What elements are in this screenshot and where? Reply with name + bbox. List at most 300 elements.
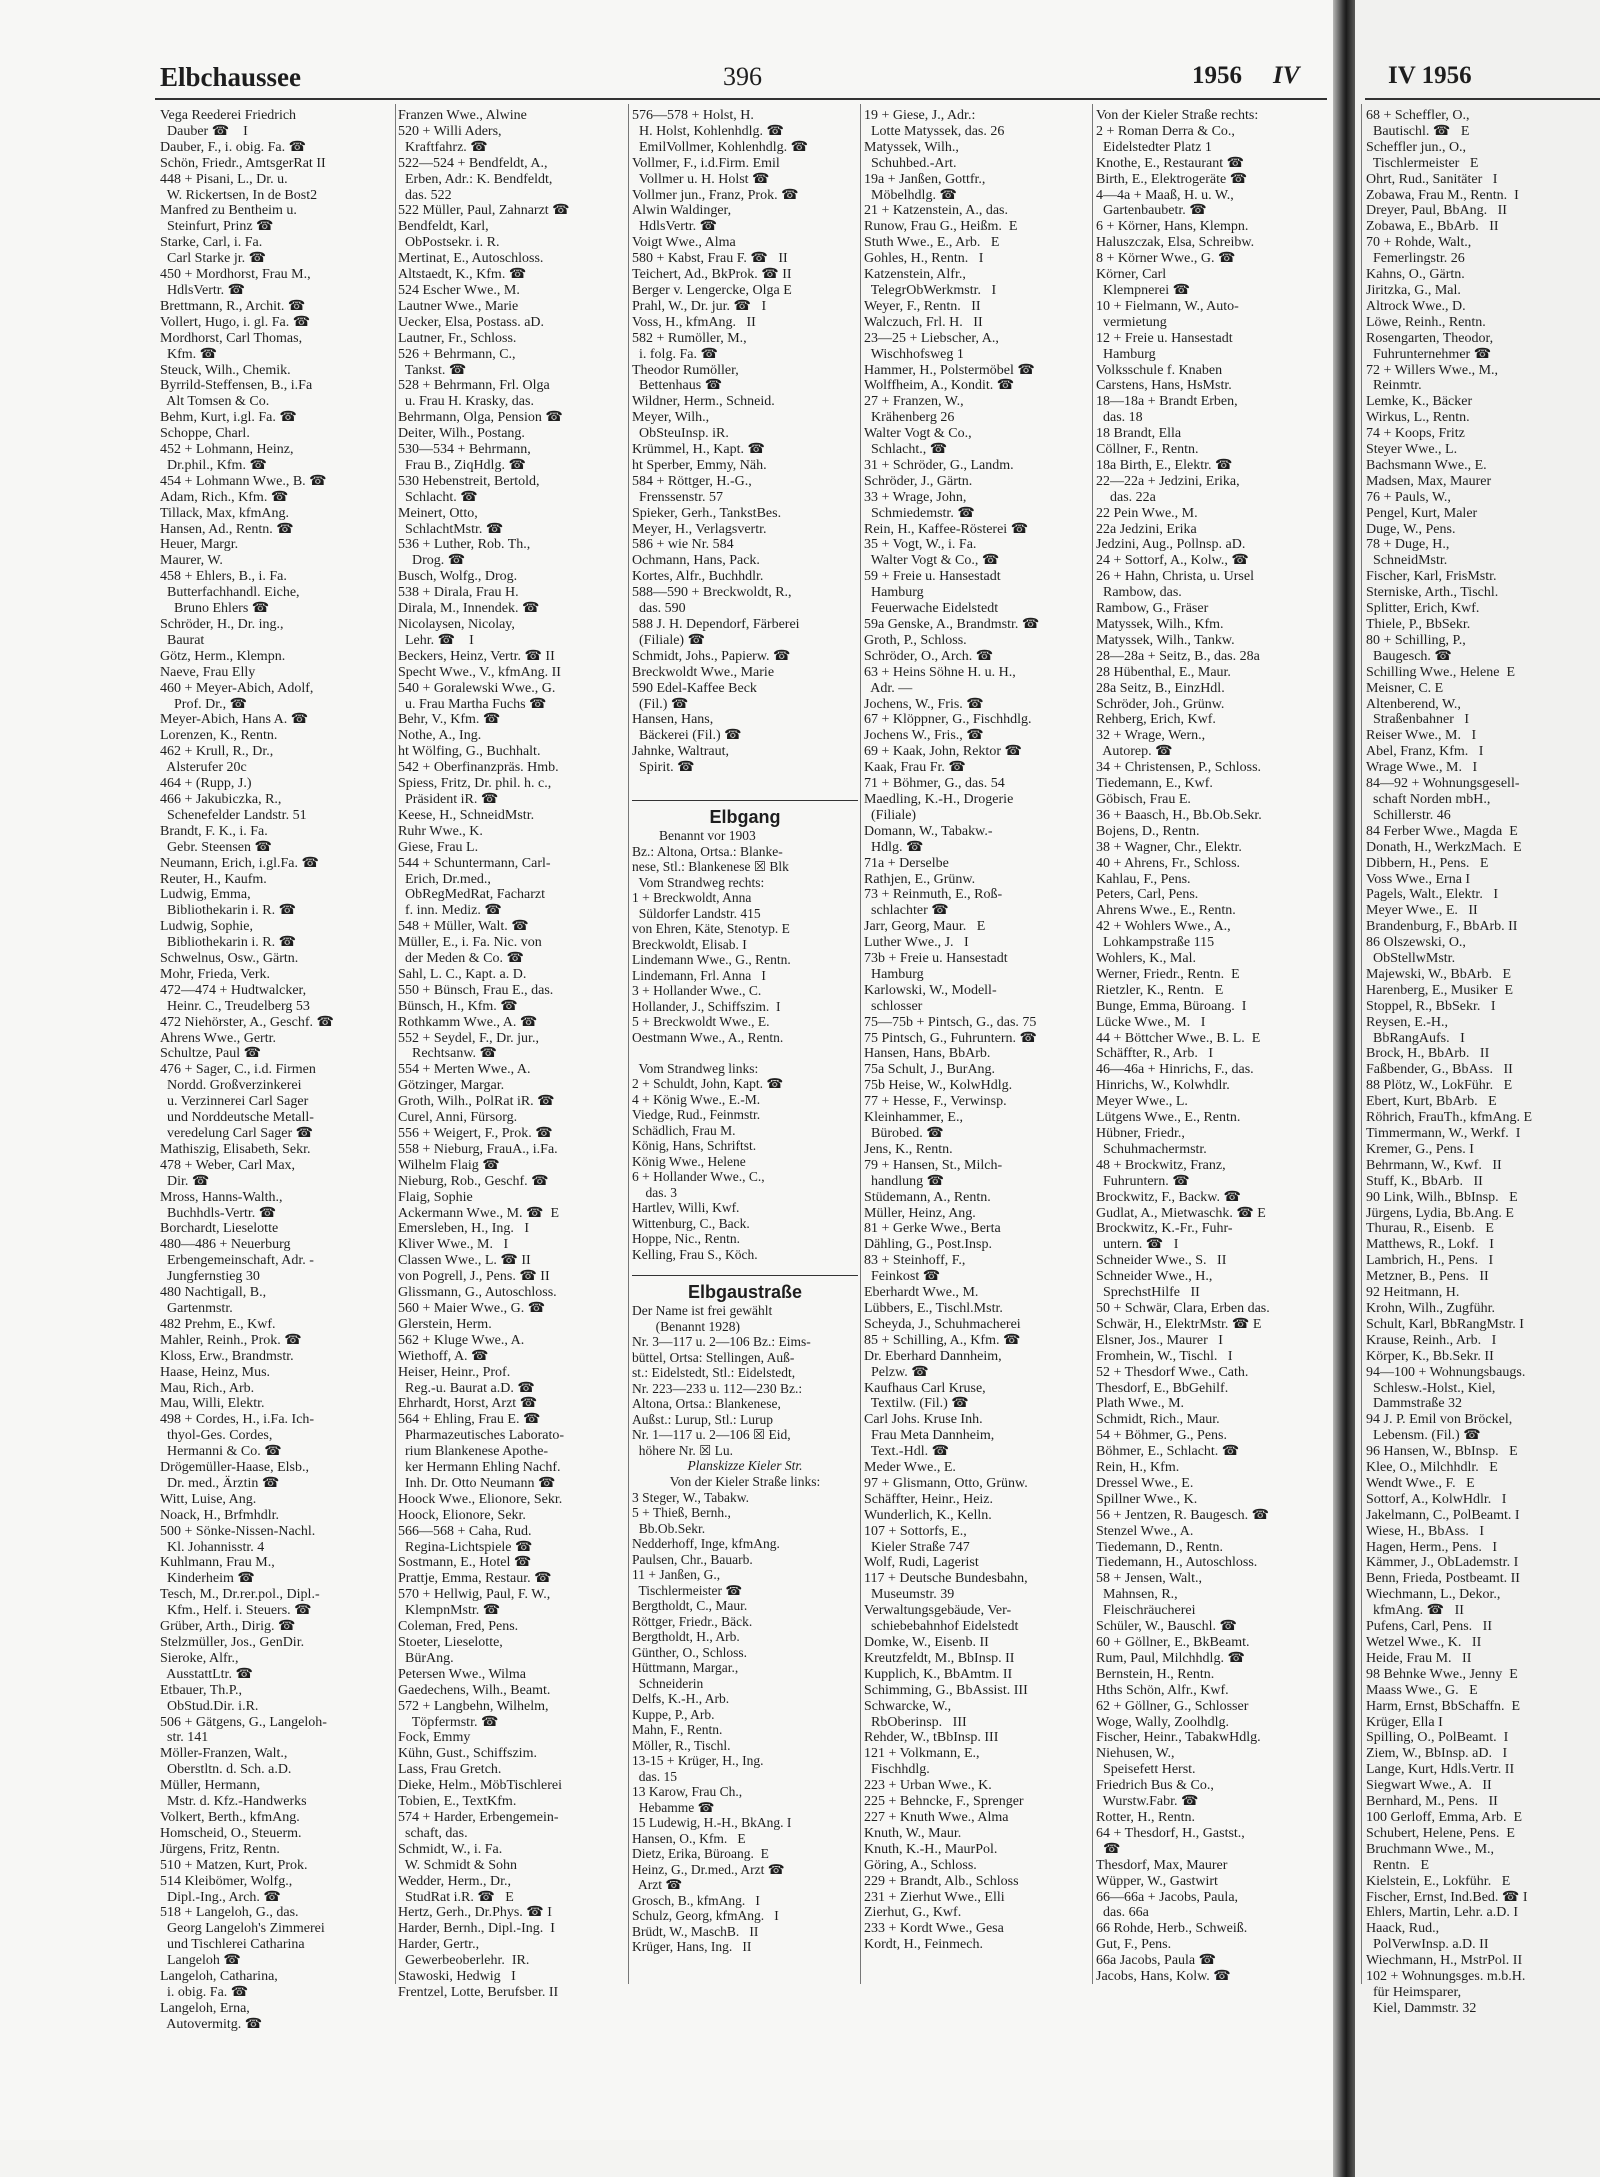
directory-entry-line: Fuhrunternehmer ☎: [1366, 346, 1492, 362]
directory-entry-line: Mau, Willi, Elektr.: [160, 1396, 265, 1412]
running-head-street: Elbchaussee: [160, 62, 302, 92]
directory-entry-line: Tesch, M., Dr.rer.pol., Dipl.-: [160, 1587, 320, 1603]
directory-entry-line: 58 + Jensen, Walt.,: [1096, 1571, 1203, 1587]
directory-entry-line: Lindemann, Frl. Anna I: [632, 967, 766, 983]
directory-entry-line: Hamburg: [1096, 346, 1156, 362]
column-divider: [1361, 104, 1362, 1984]
directory-entry-line: ObStellwMstr.: [1366, 951, 1456, 967]
directory-entry-line: Dressel Wwe., E.: [1096, 1475, 1194, 1491]
directory-entry-line: 100 Gerloff, Emma, Arb. E: [1366, 1809, 1523, 1825]
directory-entry-line: Breckwoldt, Elisab. I: [632, 936, 747, 952]
directory-entry-line: 576—578 + Holst, H.: [632, 108, 754, 123]
directory-entry-line: Kühn, Gust., Schiffszim.: [398, 1746, 537, 1762]
directory-entry-line: 223 + Urban Wwe., K.: [864, 1778, 992, 1794]
directory-entry-line: 56 + Jentzen, R. Baugesch. ☎: [1096, 1507, 1270, 1523]
directory-entry-line: Heinr. C., Treudelberg 53: [160, 998, 310, 1014]
directory-entry-line: Lütgens Wwe., E., Rentn.: [1096, 1110, 1241, 1126]
directory-entry-line: Theodor Rumöller,: [632, 362, 739, 378]
directory-entry-line: Fleischräucherei: [1096, 1603, 1196, 1619]
plan-caption: Planskizze Kieler Str.: [687, 1458, 803, 1473]
directory-entry-line: Heiser, Heinr., Prof.: [398, 1364, 511, 1380]
directory-entry-line: Jens, K., Rentn.: [864, 1141, 953, 1157]
directory-entry-line: Vega Reederei Friedrich: [160, 108, 297, 123]
directory-entry-line: das. 522: [398, 187, 452, 203]
directory-entry-line: Brock, H., BbArb. II: [1366, 1046, 1490, 1062]
directory-entry-line: 66a Jacobs, Paula ☎: [1096, 1953, 1217, 1969]
directory-entry-line: Kremer, G., Pens. I: [1366, 1141, 1474, 1157]
directory-entry-line: Brettmann, R., Archit. ☎: [160, 298, 306, 314]
directory-entry-line: Sahl, L. C., Kapt. a. D.: [398, 966, 527, 982]
directory-entry-line: 22a Jedzini, Erika: [1096, 521, 1197, 537]
directory-entry-line: Kliver Wwe., M. I: [398, 1237, 509, 1253]
directory-entry-line: 19a + Janßen, Gottfr.,: [864, 171, 986, 187]
directory-entry-line: Altona, Ortsa.: Blankenese,: [632, 1396, 781, 1411]
directory-entry-line: Krähenberg 26: [864, 410, 955, 426]
directory-entry-line: Röttger, Friedr., Bäck.: [632, 1613, 753, 1629]
directory-entry-line: Kaak, Frau Fr. ☎: [864, 760, 966, 776]
directory-entry-line: Schneiderin: [632, 1675, 704, 1691]
directory-entry-line: Madsen, Max, Maurer: [1366, 473, 1492, 489]
directory-entry-line: Harder, Gertr.,: [398, 1937, 480, 1953]
directory-entry-line: Neumann, Erich, i.gl.Fa. ☎: [160, 855, 319, 871]
directory-entry-line: Mahnsen, R.,: [1096, 1587, 1178, 1603]
directory-entry-line: Meyer, H., Verlagsvertr.: [632, 521, 767, 537]
directory-entry-line: 588 J. H. Dependorf, Färberei: [632, 617, 800, 632]
directory-entry-line: Rum, Paul, Milchhdlg. ☎: [1096, 1650, 1245, 1666]
directory-entry-line: Autorep. ☎: [1096, 744, 1173, 760]
directory-entry-line: Spieker, Gerh., TankstBes.: [632, 505, 782, 521]
directory-entry-line: 71 + Böhmer, G., das. 54: [864, 776, 1005, 792]
directory-entry-line: 452 + Lohmann, Heinz,: [160, 442, 294, 458]
directory-entry-line: Lass, Frau Gretch.: [398, 1762, 502, 1778]
directory-entry-line: Grosch, B., kfmAng. I: [632, 1892, 760, 1908]
directory-entry-line: der Meden & Co. ☎: [398, 951, 524, 967]
directory-entry-line: Lebensm. (Fil.) ☎: [1366, 1428, 1481, 1444]
directory-entry-line: Regina-Lichtspiele ☎: [398, 1539, 533, 1555]
directory-entry-line: Gaedechens, Wilh., Beamt.: [398, 1682, 551, 1698]
directory-entry-line: 18 Brandt, Ella: [1096, 426, 1182, 442]
directory-entry-line: Bautischl. ☎ E: [1366, 123, 1470, 139]
directory-entry-line: 69 + Kaak, John, Rektor ☎: [864, 744, 1022, 760]
directory-entry-line: Eberhardt Wwe., M.: [864, 1285, 979, 1301]
directory-entry-line: 227 + Knuth Wwe., Alma: [864, 1809, 1009, 1825]
directory-entry-line: Tischlermeister ☎: [632, 1582, 743, 1598]
directory-entry-line: thyol-Ges. Cordes,: [160, 1428, 273, 1444]
directory-entry-line: büttel, Ortsa: Stellingen, Auß-: [632, 1349, 795, 1365]
directory-entry-line: Sostmann, E., Hotel ☎: [398, 1555, 532, 1571]
directory-entry-line: das. 18: [1096, 410, 1143, 426]
directory-entry-line: Jarr, Georg, Maur. E: [864, 919, 986, 935]
directory-entry-line: Dauber, F., i. obig. Fa. ☎: [160, 139, 307, 155]
directory-entry-line: Wohlers, K., Mal.: [1096, 951, 1196, 967]
directory-entry-line: Wolf, Rudi, Lagerist: [864, 1555, 979, 1571]
directory-entry-line: Maass Wwe., G. E: [1366, 1682, 1478, 1698]
directory-entry-line: ObRegMedRat, Facharzt: [398, 887, 545, 903]
directory-entry-line: Jahnke, Waltraut,: [632, 744, 729, 760]
directory-entry-line: Arzt ☎: [632, 1877, 683, 1892]
directory-column-4: [864, 108, 1090, 1978]
directory-entry-line: 522—524 + Bendfeldt, A.,: [398, 155, 548, 171]
directory-entry-line: Schwär, H., ElektrMstr. ☎ E: [1096, 1316, 1262, 1332]
directory-entry-line: Stuth Wwe., E., Arb. E: [864, 235, 1000, 251]
directory-entry-line: Scheffler jun., O.,: [1366, 139, 1467, 155]
directory-entry-line: 54 + Böhmer, G., Pens.: [1096, 1428, 1227, 1444]
directory-entry-line: 90 Link, Wilh., BbInsp. E: [1366, 1189, 1518, 1205]
directory-entry-line: Lohkampstraße 115: [1096, 935, 1215, 951]
directory-entry-line: (Filiale): [864, 807, 917, 823]
directory-entry-line: 536 + Luther, Rob. Th.,: [398, 537, 531, 553]
directory-entry-line: Bachsmann Wwe., E.: [1366, 457, 1487, 473]
directory-entry-line: Brüdt, W., MaschB. II: [632, 1923, 759, 1939]
directory-entry-line: Schillerstr. 46: [1366, 807, 1451, 823]
directory-entry-line: Steinfurt, Prinz ☎: [160, 219, 274, 235]
directory-entry-line: Gudlat, A., Mietwaschk. ☎ E: [1096, 1205, 1266, 1221]
directory-entry-line: Gartenbaubetr. ☎: [1096, 203, 1207, 219]
directory-entry-line: Vollmer, F., i.d.Firm. Emil: [632, 155, 780, 171]
directory-entry-line: 542 + Oberfinanzpräs. Hmb.: [398, 760, 559, 776]
directory-entry-line: 558 + Nieburg, FrauA., i.Fa.: [398, 1141, 558, 1157]
directory-entry-line: 522 Müller, Paul, Zahnarzt ☎: [398, 203, 570, 219]
directory-entry-line: Deiter, Wilh., Postang.: [398, 426, 525, 442]
directory-entry-line: Schwarcke, W.,: [864, 1698, 952, 1714]
directory-entry-line: Etbauer, Th.P.,: [160, 1682, 243, 1698]
directory-entry-line: Breckwoldt Wwe., Marie: [632, 664, 775, 680]
directory-entry-line: 580 + Kabst, Frau F. ☎ II: [632, 251, 788, 267]
directory-entry-line: 552 + Seydel, F., Dr. jur.,: [398, 1030, 539, 1046]
directory-entry-line: Bernhard, M., Pens. II: [1366, 1794, 1498, 1810]
directory-entry-line: Gewerbeoberlehr. IR.: [398, 1953, 530, 1969]
directory-entry-line: Zobawa, Frau M., Rentn. I: [1366, 187, 1519, 203]
directory-entry-line: Beckers, Heinz, Vertr. ☎ II: [398, 648, 555, 664]
directory-entry-line: 27 + Franzen, W.,: [864, 394, 964, 410]
directory-entry-line: KlempnMstr. ☎: [398, 1603, 501, 1619]
directory-entry-line: 462 + Krull, R., Dr.,: [160, 744, 274, 760]
directory-entry-line: Meyer Wwe., L.: [1096, 1094, 1188, 1110]
directory-entry-line: 5 + Thieß, Bernh.,: [632, 1505, 731, 1520]
directory-entry-line: Stawoski, Hedwig I: [398, 1969, 516, 1985]
directory-entry-line: Georg Langeloh's Zimmerei: [160, 1921, 325, 1937]
directory-entry-line: schiebebahnhof Eidelstedt: [864, 1619, 1019, 1635]
directory-entry-line: 520 + Willi Aders,: [398, 123, 502, 139]
column-divider: [1092, 104, 1093, 1984]
directory-entry-line: Autovermitg. ☎: [160, 2016, 263, 2032]
directory-entry-line: Inh. Dr. Otto Neumann ☎: [398, 1475, 556, 1491]
directory-entry-line: i. obig. Fa. ☎: [160, 1984, 249, 2000]
directory-entry-line: [632, 1045, 858, 1061]
directory-entry-line: Stelzmüller, Jos., GenDir.: [160, 1635, 305, 1650]
directory-entry-line: 64 + Thesdorf, H., Gastst.,: [1096, 1825, 1245, 1841]
directory-entry-line: Tiedemann, D., Rentn.: [1096, 1539, 1224, 1555]
directory-entry-line: und Tischlerei Catharina: [160, 1937, 305, 1953]
directory-entry-line: Harenberg, E., Musiker E: [1366, 982, 1514, 998]
directory-entry-line: Schmidt, Johs., Papierw. ☎: [632, 648, 791, 664]
directory-entry-line: Abel, Franz, Kfm. I: [1366, 744, 1484, 760]
directory-entry-line: 84—92 + Wohnungsgesell-: [1366, 776, 1520, 792]
directory-entry-line: Ehlers, Martin, Lehr. a.D. I: [1366, 1905, 1519, 1921]
directory-entry-line: 13 Karow, Frau Ch.,: [632, 1784, 743, 1799]
page-number: 396: [723, 62, 762, 91]
directory-entry-line: Jacobs, Hans, Kolw. ☎: [1096, 1969, 1231, 1985]
directory-entry-line: 48 + Brockwitz, Franz,: [1096, 1157, 1226, 1173]
directory-entry-line: Alt Tomsen & Co.: [160, 394, 270, 410]
directory-entry-line: Classen Wwe., L. ☎ II: [398, 1253, 531, 1269]
directory-entry-line: 584 + Röttger, H.-G.,: [632, 473, 752, 489]
directory-entry-line: f. inn. Mediz. ☎: [398, 903, 502, 919]
directory-entry-line: Stenzel Wwe., A.: [1096, 1523, 1194, 1539]
directory-entry-line: Schulz, Georg, kfmAng. I: [632, 1908, 779, 1923]
directory-entry-line: Schmiedemstr. ☎: [864, 505, 975, 521]
directory-entry-line: 3 + Hollander Wwe., C.: [632, 983, 762, 998]
directory-entry-line: Walczuch, Frl. H. II: [864, 314, 983, 330]
directory-entry-line: Kieler Straße 747: [864, 1539, 970, 1555]
directory-entry-line: das. 3: [632, 1184, 677, 1200]
directory-entry-line: 52 + Thesdorf Wwe., Cath.: [1096, 1364, 1249, 1380]
directory-entry-line: König, Hans, Schriftst.: [632, 1138, 757, 1153]
directory-entry-line: Knuth, K.-H., MaurPol.: [864, 1841, 998, 1857]
directory-entry-line: 22—22a + Jedzini, Erika,: [1096, 473, 1240, 489]
directory-entry-line: Wiechmann, H., MstrPol. II: [1366, 1953, 1523, 1969]
directory-entry-line: Tobien, E., TextKfm.: [398, 1794, 517, 1810]
directory-entry-line: Tiedemann, E., Kwf.: [1096, 776, 1213, 792]
directory-entry-line: Coleman, Fred, Pens.: [398, 1619, 519, 1635]
directory-entry-line: Körner, Carl: [1096, 267, 1167, 283]
directory-entry-line: untern. ☎ I: [1096, 1237, 1179, 1253]
directory-entry-line: 6 + Körner, Hans, Klempn.: [1096, 219, 1249, 235]
directory-entry-line: Behrmann, W., Kwf. II: [1366, 1157, 1502, 1173]
directory-entry-line: 23—25 + Liebscher, A.,: [864, 330, 999, 346]
directory-entry-line: 94 J. P. Emil von Bröckel,: [1366, 1412, 1513, 1428]
directory-entry-line: Benn, Frieda, Postbeamt. II: [1366, 1571, 1520, 1587]
directory-entry-line: Rotter, H., Rentn.: [1096, 1809, 1195, 1825]
directory-entry-line: Giese, Frau L.: [398, 839, 479, 855]
directory-entry-line: 26 + Hahn, Christa, u. Ursel: [1096, 569, 1254, 585]
directory-entry-line: Alsterufer 20c: [160, 760, 247, 776]
directory-entry-line: 518 + Langeloh, G., das.: [160, 1905, 299, 1921]
directory-entry-line: Jochens W., Fris., ☎: [864, 728, 984, 744]
directory-entry-line: str. 141: [160, 1730, 209, 1746]
directory-entry-line: Fischer, Ernst, Ind.Bed. ☎ I: [1366, 1889, 1528, 1905]
directory-entry-line: Vollmer u. H. Holst ☎: [632, 171, 770, 187]
directory-entry-line: Schoppe, Charl.: [160, 426, 250, 442]
directory-entry-line: Krohn, Wilh., Zugführ.: [1366, 1300, 1496, 1316]
directory-entry-line: Matthews, R., Lokf. I: [1366, 1237, 1494, 1253]
directory-entry-line: Majewski, W., BbArb. E: [1366, 966, 1512, 982]
directory-entry-line: Brockwitz, K.-Fr., Fuhr-: [1096, 1221, 1233, 1237]
directory-entry-line: Meder Wwe., E.: [864, 1460, 956, 1476]
directory-entry-line: Schröder, Joh., Grünw.: [1096, 696, 1225, 712]
directory-entry-line: Nieburg, Rob., Geschf. ☎: [398, 1173, 549, 1189]
directory-entry-line: höhere Nr. ☒ Lu.: [632, 1442, 733, 1458]
directory-entry-line: 71a + Derselbe: [864, 855, 949, 871]
directory-entry-line: Rietzler, K., Rentn. E: [1096, 982, 1224, 998]
directory-entry-line: Präsident iR. ☎: [398, 791, 499, 807]
directory-entry-line: Knothe, E., Restaurant ☎: [1096, 155, 1245, 171]
directory-entry-line: für Heimsparer,: [1366, 1984, 1462, 2000]
directory-entry-line: Wirkus, L., Rentn.: [1366, 410, 1470, 426]
directory-entry-line: Busch, Wolfg., Drog.: [398, 569, 518, 585]
directory-entry-line: Witt, Luise, Ang.: [160, 1491, 257, 1507]
directory-entry-line: Franzen Wwe., Alwine: [398, 108, 527, 123]
directory-entry-line: Kelling, Frau S., Köch.: [632, 1246, 758, 1262]
directory-entry-line: Petersen Wwe., Wilma: [398, 1666, 526, 1682]
directory-entry-line: das. 66a: [1096, 1905, 1149, 1921]
directory-entry-line: Ludwig, Sophie,: [160, 919, 253, 935]
directory-entry-line: 18a Birth, E., Elektr. ☎: [1096, 457, 1233, 473]
directory-entry-line: Götz, Herm., Klempn.: [160, 648, 286, 664]
directory-entry-line: Göring, A., Schloss.: [864, 1857, 977, 1873]
directory-entry-line: Sottorf, A., KolwHdlr. I: [1366, 1491, 1507, 1507]
directory-entry-line: Wurstw.Fabr. ☎: [1096, 1794, 1199, 1810]
directory-entry-line: Außst.: Lurup, Stl.: Lurup: [632, 1411, 773, 1427]
directory-entry-line: Schultze, Paul ☎: [160, 1046, 262, 1062]
directory-entry-line: Dr. med., Ärztin ☎: [160, 1475, 280, 1491]
directory-entry-line: Kaufhaus Carl Kruse,: [864, 1380, 986, 1396]
directory-entry-line: Wunderlich, K., Kelln.: [864, 1507, 992, 1523]
directory-entry-line: 225 + Behncke, F., Sprenger: [864, 1794, 1024, 1810]
directory-entry-line: Göbisch, Frau E.: [1096, 791, 1191, 807]
directory-entry-line: Behm, Kurt, i.gl. Fa. ☎: [160, 410, 297, 426]
directory-entry-line: Metzner, B., Pens. II: [1366, 1269, 1489, 1285]
directory-entry-line: Dr.phil., Kfm. ☎: [160, 457, 267, 473]
directory-entry-line: i. folg. Fa. ☎: [632, 346, 718, 362]
directory-entry-line: Thesdorf, Max, Maurer: [1096, 1857, 1228, 1873]
directory-entry-line: BbRangAufs. I: [1366, 1030, 1465, 1046]
directory-entry-line: Uecker, Elsa, Postass. aD.: [398, 314, 545, 330]
directory-entry-line: Wiethoff, A. ☎: [398, 1348, 489, 1364]
directory-entry-line: 74 + Koops, Fritz: [1366, 426, 1465, 442]
directory-entry-line: Ebert, Kurt, BbArb. E: [1366, 1094, 1497, 1110]
directory-entry-line: Adam, Rich., Kfm. ☎: [160, 489, 289, 505]
directory-entry-line: 574 + Harder, Erbengemein-: [398, 1809, 559, 1825]
directory-entry-line: 466 + Jakubiczka, R.,: [160, 791, 282, 807]
directory-entry-line: 5 + Breckwoldt Wwe., E.: [632, 1014, 770, 1029]
directory-entry-line: Hamburg: [864, 585, 924, 601]
directory-entry-line: Krümmel, H., Kapt. ☎: [632, 442, 765, 458]
section-entries-elbgaustrasse: [632, 1490, 858, 1955]
directory-entry-line: Hollander, J., Schiffszim. I: [632, 998, 781, 1014]
directory-entry-line: Haack, Rud.,: [1366, 1921, 1440, 1937]
directory-entry-line: 582 + Rumöller, M.,: [632, 330, 747, 346]
directory-entry-line: 233 + Kordt Wwe., Gesa: [864, 1921, 1004, 1937]
directory-column-3: [632, 108, 858, 798]
directory-entry-line: 75—75b + Pintsch, G., das. 75: [864, 1014, 1037, 1030]
book-spine: [1333, 0, 1355, 2177]
directory-entry-line: 36 + Baasch, H., Bb.Ob.Sekr.: [1096, 807, 1262, 823]
directory-entry-line: das. 590: [632, 601, 686, 617]
directory-entry-line: 66 Rohde, Herb., Schweiß.: [1096, 1921, 1248, 1937]
directory-entry-line: 10 + Fielmann, W., Auto-: [1096, 298, 1239, 314]
directory-entry-line: Tiedemann, H., Autoschloss.: [1096, 1555, 1258, 1571]
directory-entry-line: Jedzini, Aug., Pollnsp. aD.: [1096, 537, 1246, 553]
directory-entry-line: 8 + Körner Wwe., G. ☎: [1096, 251, 1236, 267]
directory-entry-line: Haase, Heinz, Mus.: [160, 1364, 271, 1380]
directory-entry-line: Steuck, Wilh., Chemik.: [160, 362, 291, 378]
directory-entry-line: 66—66a + Jacobs, Paula,: [1096, 1889, 1239, 1905]
directory-entry-line: Splitter, Erich, Kwf.: [1366, 601, 1480, 617]
directory-entry-line: rium Blankenese Apothe-: [398, 1444, 549, 1460]
directory-entry-line: 448 + Pisani, L., Dr. u.: [160, 171, 288, 187]
directory-entry-line: Hebamme ☎: [632, 1799, 715, 1815]
directory-entry-line: Nr. 3—117 u. 2—106 Bz.: Eims-: [632, 1334, 811, 1349]
directory-entry-line: kfmAng. ☎ II: [1366, 1603, 1464, 1619]
section-body-elbgaustrasse: [632, 1303, 858, 1458]
directory-entry-line: Frentzel, Lotte, Berufsber. II: [398, 1984, 559, 2000]
directory-entry-line: Heide, Frau M. II: [1366, 1650, 1472, 1666]
directory-entry-line: 59a Genske, A., Brandmstr. ☎: [864, 617, 1040, 632]
directory-entry-line: Vom Strandweg rechts:: [632, 874, 765, 890]
directory-entry-line: Schuhbed.-Art.: [864, 155, 957, 171]
directory-entry-line: vermietung: [1096, 314, 1167, 330]
directory-entry-line: Mertinat, E., Autoschloss.: [398, 251, 544, 267]
directory-entry-line: Keese, H., SchneidMstr.: [398, 807, 535, 823]
directory-entry-line: Dieke, Helm., MöbTischlerei: [398, 1778, 562, 1794]
directory-entry-line: Textilw. (Fil.) ☎: [864, 1396, 969, 1412]
directory-entry-line: Schilling Wwe., Helene E: [1366, 664, 1516, 680]
directory-entry-line: Wischhofsweg 1: [864, 346, 964, 362]
directory-entry-line: Kinderheim ☎: [160, 1571, 255, 1587]
directory-entry-line: EmilVollmer, Kohlenhdlg. ☎: [632, 139, 809, 155]
directory-entry-line: Bürobed. ☎: [864, 1126, 944, 1141]
directory-entry-line: Fock, Emmy: [398, 1730, 471, 1746]
directory-entry-line: 44 + Böttcher Wwe., B. L. E: [1096, 1030, 1261, 1046]
directory-entry-line: Schmidt, W., i. Fa.: [398, 1841, 503, 1857]
directory-entry-line: Friedrich Bus & Co.,: [1096, 1778, 1214, 1794]
directory-entry-line: Langeloh, Erna,: [160, 2000, 250, 2016]
directory-entry-line: 86 Olszewski, O.,: [1366, 935, 1466, 951]
directory-entry-line: handlung ☎: [864, 1173, 945, 1189]
directory-column-2: [398, 108, 626, 2000]
directory-entry-line: Viedge, Rud., Feinmstr.: [632, 1107, 761, 1122]
directory-entry-line: Rehder, W., tBbInsp. III: [864, 1730, 999, 1746]
directory-entry-line: Gut, F., Pens.: [1096, 1937, 1172, 1953]
directory-column-5: [1096, 108, 1328, 1985]
directory-entry-line: 62 + Göllner, G., Schlosser: [1096, 1698, 1249, 1714]
directory-entry-line: Weyer, F., Rentn. II: [864, 298, 981, 314]
directory-entry-line: u. Verzinnerei Carl Sager: [160, 1094, 309, 1110]
directory-entry-line: Peters, Carl, Pens.: [1096, 887, 1199, 903]
directory-entry-line: 562 + Kluge Wwe., A.: [398, 1332, 525, 1348]
directory-entry-line: Langeloh, Catharina,: [160, 1969, 278, 1985]
directory-entry-line: Dr. Eberhard Dannheim,: [864, 1348, 1002, 1364]
directory-entry-line: Hoock, Elionore, Sekr.: [398, 1507, 526, 1523]
directory-entry-line: Kuppe, P., Arb.: [632, 1706, 715, 1722]
directory-entry-line: Buchhdls-Vertr. ☎: [160, 1205, 277, 1221]
directory-entry-line: Oestmann Wwe., A., Rentn.: [632, 1029, 784, 1045]
directory-entry-line: Rambow, G., Fräser: [1096, 601, 1209, 617]
directory-entry-line: Heinz, G., Dr.med., Arzt ☎: [632, 1861, 785, 1877]
directory-entry-line: ObPostsekr. i. R.: [398, 235, 500, 251]
directory-entry-line: Schneider Wwe., H.,: [1096, 1269, 1213, 1285]
section-body-elbgang: [632, 828, 858, 1262]
directory-entry-line: 458 + Ehlers, B., i. Fa.: [160, 569, 287, 585]
directory-entry-line: Meinert, Otto,: [398, 505, 478, 521]
directory-entry-line: Prof. Dr., ☎: [160, 696, 248, 712]
directory-entry-line: Mathiszig, Elisabeth, Sekr.: [160, 1141, 311, 1157]
directory-entry-line: Scheyda, J., Schuhmacherei: [864, 1316, 1021, 1332]
directory-entry-line: Prattje, Emma, Restaur. ☎: [398, 1571, 552, 1587]
directory-entry-line: Schmidt, Rich., Maur.: [1096, 1412, 1220, 1428]
directory-entry-line: Nothe, A., Ing.: [398, 728, 482, 744]
directory-entry-line: 472 Niehörster, A., Geschf. ☎: [160, 1014, 334, 1030]
directory-entry-line: Speisefett Herst.: [1096, 1762, 1196, 1778]
directory-entry-line: 102 + Wohnungsges. m.b.H.: [1366, 1969, 1526, 1985]
directory-entry-line: Stüdemann, A., Rentn.: [864, 1189, 991, 1205]
directory-entry-line: Starke, Carl, i. Fa.: [160, 235, 263, 251]
directory-entry-line: Drog. ☎: [398, 553, 466, 569]
directory-entry-line: Brandenburg, F., BbArb. II: [1366, 919, 1518, 935]
directory-entry-line: Ehrhardt, Horst, Arzt ☎: [398, 1396, 538, 1412]
directory-entry-line: schlosser: [864, 998, 923, 1014]
